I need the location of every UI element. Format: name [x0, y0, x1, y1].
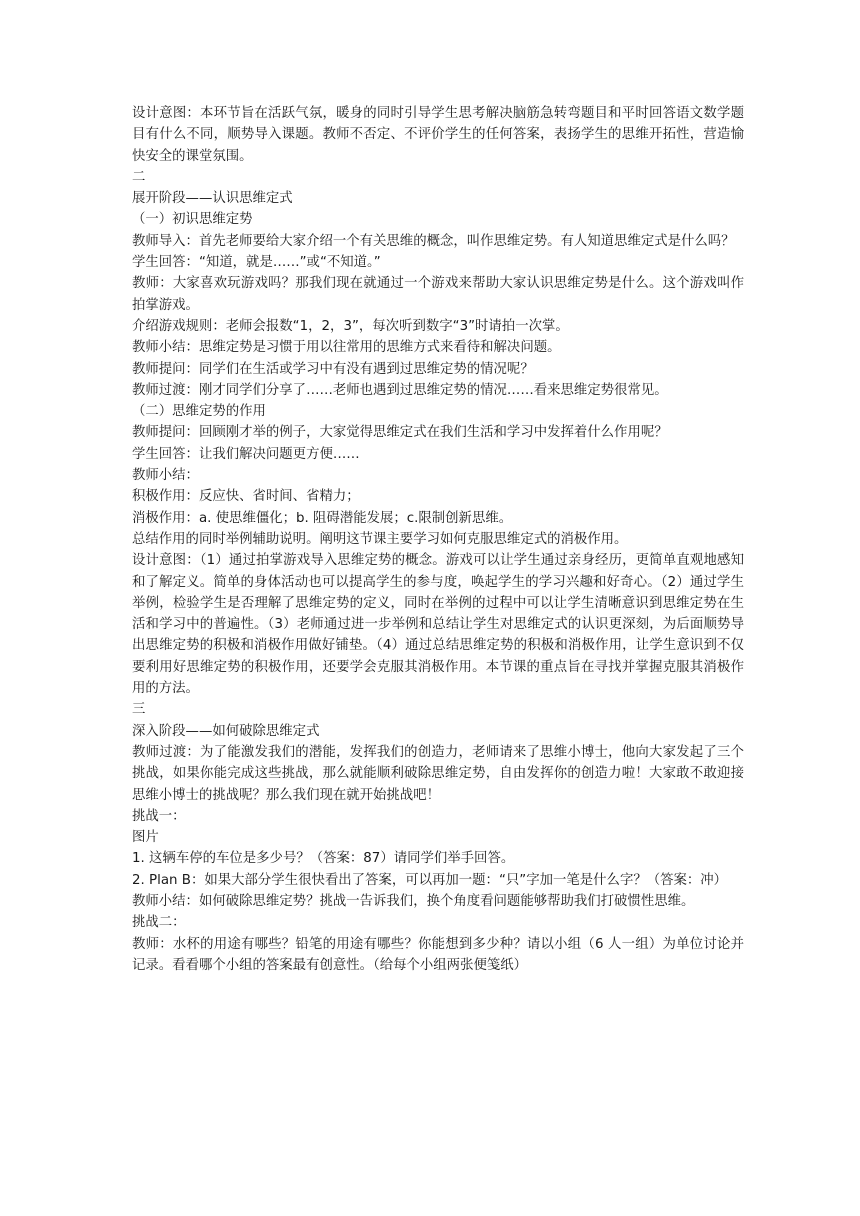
section-number: 二: [132, 169, 146, 185]
paragraph: 教师提问：同学们在生活或学习中有没有遇到过思维定势的情况呢？: [132, 361, 534, 377]
paragraph: 介绍游戏规则：老师会报数“1，2，3”，每次听到数字“3”时请拍一次掌。: [132, 318, 569, 334]
paragraph: 2. Plan B：如果大部分学生很快看出了答案，可以再加一题：“只”字加一笔是什么字？（答案：冲）: [132, 872, 728, 888]
paragraph: 挑战一：: [132, 808, 186, 824]
paragraph: 教师：水杯的用途有哪些？铅笔的用途有哪些？你能想到多少种？请以小组（6 人一组）为单位讨论并记录。看看哪个小组的答案最有创意性。（给每个小组两张便笺纸）: [132, 936, 744, 973]
paragraph: 1. 这辆车停的车位是多少号？（答案：87）请同学们举手回答。: [132, 851, 515, 867]
section-heading: 深入阶段——如何破除思维定式: [132, 723, 320, 739]
paragraph: 教师：大家喜欢玩游戏吗？那我们现在就通过一个游戏来帮助大家认识思维定势是什么。这个游戏叫作拍掌游戏。: [132, 276, 744, 313]
paragraph: 消极作用：a. 使思维僵化；b. 阻碍潜能发展；c.限制创新思维。: [132, 510, 513, 526]
section-number: 三: [132, 702, 146, 718]
subsection-heading: （一）初识思维定势: [132, 212, 253, 228]
paragraph: 学生回答：让我们解决问题更方便……: [132, 446, 360, 462]
paragraph: 教师小结：: [132, 468, 199, 484]
paragraph: 教师过渡：为了能激发我们的潜能，发挥我们的创造力，老师请来了思维小博士，他向大家发起了三个挑战，如果你能完成这些挑战，那么就能顺利破除思维定势，自由发挥你的创造力啦！大家敢不敢迎接思维小博士的挑战呢？那么我们现在就开始挑战吧！: [132, 744, 744, 803]
paragraph: 教师小结：如何破除思维定势？挑战一告诉我们，换个角度看问题能够帮助我们打破惯性思维。: [132, 893, 695, 909]
paragraph: 教师过渡：刚才同学们分享了……老师也遇到过思维定势的情况……看来思维定势很常见。: [132, 382, 668, 398]
paragraph: 总结作用的同时举例辅助说明。阐明这节课主要学习如何克服思维定式的消极作用。: [132, 531, 628, 547]
paragraph: 图片: [132, 830, 159, 846]
paragraph: 积极作用：反应快、省时间、省精力；: [132, 489, 360, 505]
subsection-heading: （二）思维定势的作用: [132, 404, 266, 420]
section-heading: 展开阶段——认识思维定式: [132, 191, 293, 207]
paragraph: 设计意图：本环节旨在活跃气氛，暖身的同时引导学生思考解决脑筋急转弯题目和平时回答语文数学题目有什么不同，顺势导入课题。教师不否定、不评价学生的任何答案，表扬学生的思维开拓性，营造愉快安全的课堂氛围。: [132, 106, 744, 164]
paragraph: 教师导入：首先老师要给大家介绍一个有关思维的概念，叫作思维定势。有人知道思维定式是什么吗？: [132, 233, 735, 249]
paragraph: 挑战二：: [132, 915, 186, 931]
document-body: [132, 103, 744, 976]
paragraph: 教师小结：思维定势是习惯于用以往常用的思维方式来看待和解决问题。: [132, 340, 561, 356]
paragraph: 设计意图：（1）通过拍掌游戏导入思维定势的概念。游戏可以让学生通过亲身经历，更简单直观地感知和了解定义。简单的身体活动也可以提高学生的参与度，唤起学生的学习兴趣和好奇心。（2）通过学生举例，检验学生是否理解了思维定势的定义，同时在举例的过程中可以让学生清晰意识到思维定势在生活和学习中的普遍性。（3）老师通过进一步举例和总结让学生对思维定式的认识更深刻，为后面顺势导出思维定势的积极和消极作用做好铺垫。（4）通过总结思维定势的积极和消极作用，让学生意识到不仅要利用好思维定势的积极作用，还要学会克服其消极作用。本节课的重点旨在寻找并掌握克服其消极作用的方法。: [132, 553, 744, 697]
paragraph: 教师提问：回顾刚才举的例子，大家觉得思维定式在我们生活和学习中发挥着什么作用呢？: [132, 425, 668, 441]
paragraph: 学生回答：“知道，就是……”或“不知道。”: [132, 255, 381, 271]
